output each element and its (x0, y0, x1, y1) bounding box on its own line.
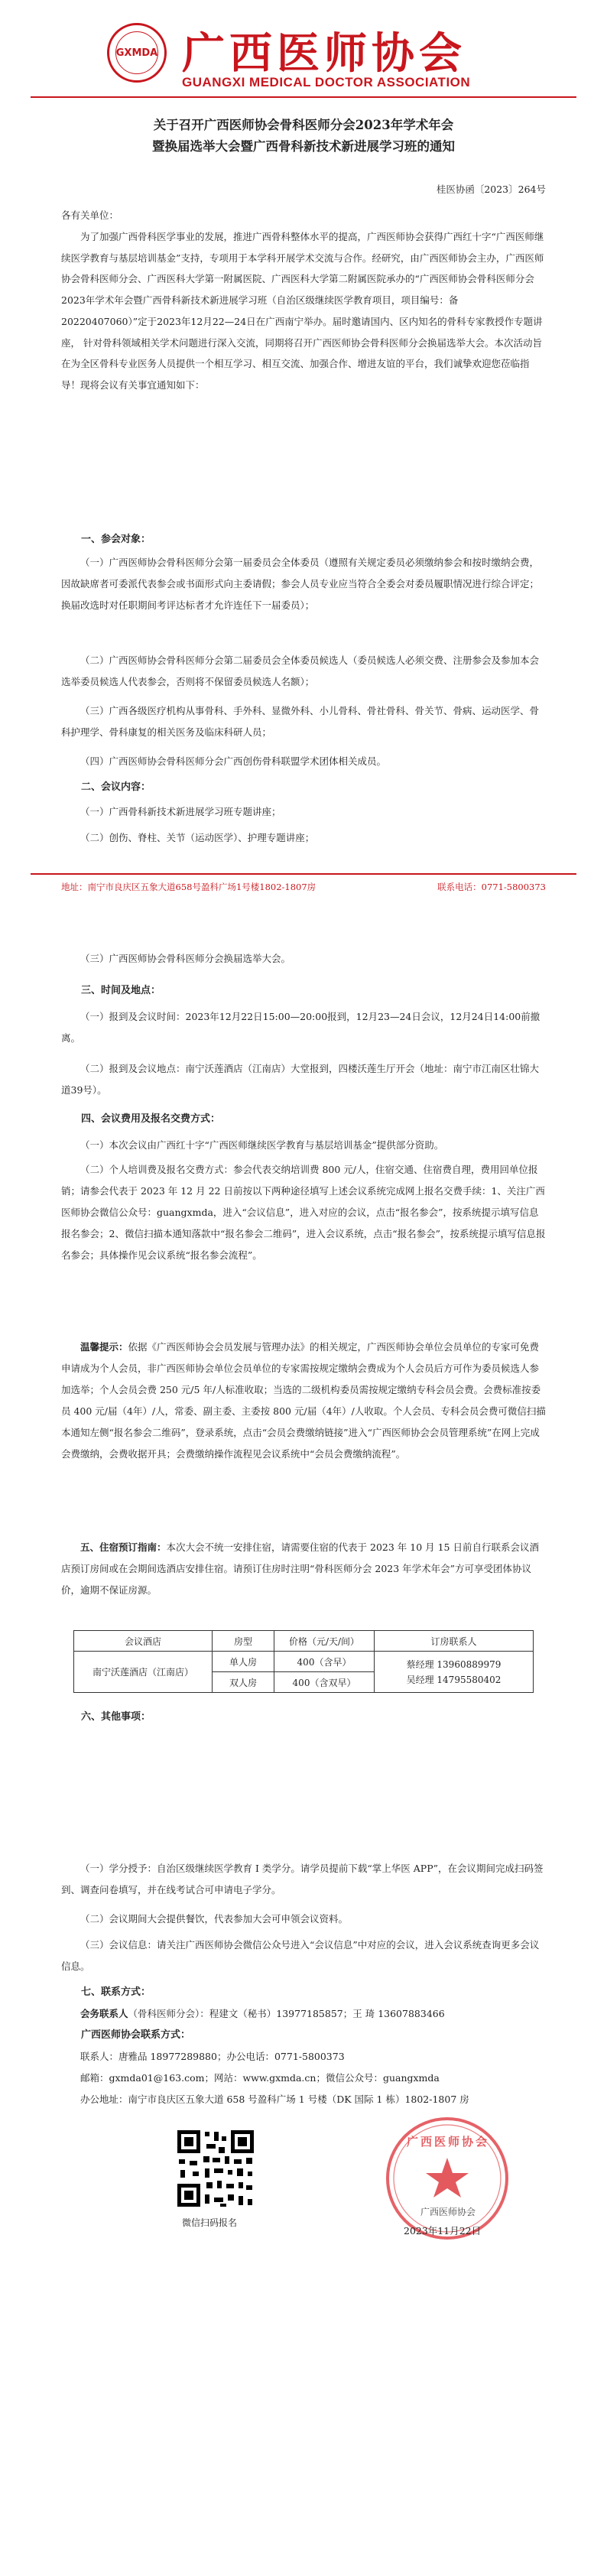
section3-item2: （二）报到及会议地点：南宁沃莲酒店（江南店）大堂报到，四楼沃莲生厅开会（地址：南宁市江南区壮锦大道39号）。 (61, 1063, 540, 1096)
footer-phone: 联系电话：0771-5800373 (437, 882, 546, 892)
section6-item2: （二）会议期间大会提供餐饮，代表参加大会可申领会议资料。 (80, 1913, 349, 1925)
registration-qr-icon[interactable] (173, 2126, 258, 2211)
booking-contact: 吴经理 14795580402 (406, 1674, 502, 1685)
booking-contacts (375, 1652, 534, 1693)
office-address: 办公地址：南宁市良庆区五象大道 658 号盈科广场 1 号楼（DK 国际 1 栋）1802-1807 房 (80, 2094, 469, 2105)
hotel-table (73, 1630, 534, 1693)
org-name-en: GUANGXI MEDICAL DOCTOR ASSOCIATION (182, 75, 471, 89)
table-row (74, 1652, 534, 1672)
section2-item2: （二）创伤、脊柱、关节（运动医学）、护理专题讲座； (80, 832, 315, 843)
section3-heading: 三、时间及地点： (81, 985, 161, 996)
section1-item1: （一）广西医师协会骨科医师分会第一届委员会全体委员（遵照有关规定委员必须缴纳参会和按时缴纳会费，因故缺席者可委派代表参会或书面形式向主委请假；参会人员专业应当符合全委会对委员履职情况进行综合评定；换届改选时对任职期间考评达标者才允许连任下一届委员）； (61, 557, 540, 611)
intro-paragraph: 为了加强广西骨科医学事业的发展，推进广西骨科整体水平的提高，广西医师协会获得广西红十字“广西医师继续医学教育与基层培训基金”支持，专项用于本学科开展学术交流与合作。经研究，由广西医师协会主办，广西医师协会骨科医师分会、广西医科大学第一附属医院、广西医科大学第二附属医院承办的“广西医师协会骨科医师分会2023年学术年会暨广西骨科新技术新进展学习班（自治区级继续医学教育项目，项目编号：备 20220407060）”定于2023年12月22—24日在广西南宁举办。届时邀请国内、区内知名的骨科专家教授作专题讲座， 针对骨科领域相关学术问题进行深入交流，同期将召开广西医师协会骨科医师分会换届选举大会。本次活动旨在为全区骨科专业医务人员提供一个相互学习、相互交流、加强合作、增进友谊的平台，我们诚挚欢迎您莅临指导！现将会议有关事宜通知如下： (61, 231, 544, 391)
table-header: 价格（元/天/间） (274, 1631, 375, 1652)
org-name-cn: 广西医师协会 (182, 28, 466, 79)
table-header-row (74, 1631, 534, 1652)
section4-item1: （一）本次会议由广西红十字“广西医师继续医学教育与基层培训基金”提供部分资助。 (80, 1139, 444, 1151)
seal-text: 广西医师协会 (406, 2135, 489, 2149)
section2-heading: 二、会议内容： (81, 781, 151, 793)
section4-tip: 温馨提示：依据《广西医师协会会员发展与管理办法》的相关规定，广西医师协会单位会员单位的专家可免费申请成为个人会员，非广西医师协会单位会员单位的专家需按规定缴纳会费成为个人会员后方可作为委员候选人参加选举；个人会员会费 250 元/5 年/人标准收取；当选的二级机构委员需按规定缴纳专科会员会费。会费标准按委员 400 元/届（4年）/人，常委、副主委、主委按 800 元/届（4年）/人收取。个人会员、专科会员会费可微信扫描本通知左侧“报名参会二维码”，登录系统，点击“会员会费缴纳链接”进入“广西医师协会会员管理系统”在网上完成会费缴纳，会费收据开具；会费缴纳操作流程见会议系统中“会员会费缴纳流程”。 (61, 1341, 546, 1460)
booking-contact: 蔡经理 13960889979 (406, 1658, 502, 1670)
section6-heading: 六、其他事项： (81, 1711, 151, 1723)
table-header: 订房联系人 (375, 1631, 534, 1652)
section3-item1: （一）报到及会议时间：2023年12月22日15:00—20:00报到，12月23—24日会议，12月24日14:00前撤离。 (61, 1011, 540, 1044)
section4-heading: 四、会议费用及报名交费方式： (81, 1113, 221, 1125)
section7-heading: 七、联系方式： (81, 1986, 151, 1998)
assoc-contact-line: 联系人：唐雅品 18977289880；办公电话：0771-5800373 (80, 2051, 345, 2062)
association-logo-text: GXMDA (115, 31, 158, 74)
qr-caption: 微信扫码报名 (182, 2217, 238, 2228)
salutation: 各有关单位： (61, 210, 119, 221)
email-line: 邮箱：gxmda01@163.com；网站：www.gxmda.cn；微信公众号：guangxmda (80, 2072, 440, 2084)
section1-item4: （四）广西医师协会骨科医师分会广西创伤骨科联盟学术团体相关成员。 (80, 755, 387, 767)
assoc-contact-heading: 广西医师协会联系方式： (81, 2029, 191, 2041)
section5-paragraph: 五、住宿预订指南：本次大会不统一安排住宿，请需要住宿的代表于 2023 年 10 月 15 日前自行联系会议酒店预订房间或在会期间选酒店安排住宿。请预订住房时注明“骨科医师分会 2023 年学术年会”方可享受团体协议价，逾期不保证房源。 (61, 1541, 539, 1596)
section1-heading: 一、参会对象： (81, 534, 151, 545)
branch-contact: 会务联系人（骨科医师分会）：程建文（秘书）13977185857；王 琦 13607883466 (80, 2008, 445, 2019)
room-type: 双人房 (213, 1672, 274, 1693)
section1-item3: （三）广西各级医疗机构从事骨科、手外科、显微外科、小儿骨科、骨社骨科、骨关节、骨病、运动医学、骨科护理学、骨科康复的相关医务及临床科研人员； (61, 705, 540, 738)
section6-item3: （三）会议信息：请关注广西医师协会微信公众号进入“会议信息”中对应的会议，进入会议系统查询更多会议信息。 (61, 1939, 540, 1972)
header-divider (31, 96, 576, 98)
seal-signature: 广西医师协会 (420, 2207, 476, 2217)
section4-item2: （二）个人培训费及报名交费方式：参会代表交纳培训费 800 元/人，住宿交通、住宿费自理，费用回单位报销；请参会代表于 2023 年 12 月 22 日前按以下两种途径填写上述会议系统完成网上报名交费手续：1、关注广西医师协会微信公众号：guangxmda，进入“会议信息”，进入对应的会议，点击“报名参会”，按系统提示填写信息报名参会；2、微信扫描本通知落款中“报名参会二维码”，进入会议系统，点击“报名参会”，按系统提示填写信息报名参会；具体操作见会议系统“报名参会流程”。 (61, 1164, 546, 1261)
room-price: 400（含双早） (274, 1672, 375, 1693)
section2-item1: （一）广西骨科新技术新进展学习班专题讲座； (80, 806, 281, 817)
doc-title-line1: 关于召开广西医师协会骨科医师分会2023年学术年会 (153, 118, 454, 132)
table-header: 会议酒店 (74, 1631, 213, 1652)
section2-item3: （三）广西医师协会骨科医师分会换届选举大会。 (80, 953, 291, 964)
section5-heading: 五、住宿预订指南： (80, 1541, 167, 1553)
room-type: 单人房 (213, 1652, 274, 1672)
footer-address: 地址：南宁市良庆区五象大道658号盈科广场1号楼1802-1807房 (61, 882, 316, 892)
signoff-date: 2023年11月22日 (404, 2225, 482, 2237)
doc-title-line2: 暨换届选举大会暨广西骨科新技术新进展学习班的通知 (152, 139, 455, 154)
doc-number: 桂医协函〔2023〕264号 (436, 184, 546, 195)
table-header: 房型 (213, 1631, 274, 1652)
footer-divider (31, 873, 576, 875)
tip-label: 温馨提示： (80, 1341, 128, 1353)
room-price: 400（含早） (274, 1652, 375, 1672)
hotel-name: 南宁沃莲酒店（江南店） (74, 1652, 213, 1693)
section6-item1: （一）学分授予：自治区级继续医学教育 I 类学分。请学员提前下载“掌上华医 APP”，在会议期间完成扫码签到、调查问卷填写，并在线考试合可申请电子学分。 (61, 1863, 544, 1895)
section1-item2: （二）广西医师协会骨科医师分会第二届委员会全体委员候选人（委员候选人必须交费、注册参会及参加本会选举委员候选人代表参会，否则将不保留委员候选人名额）； (61, 655, 540, 687)
